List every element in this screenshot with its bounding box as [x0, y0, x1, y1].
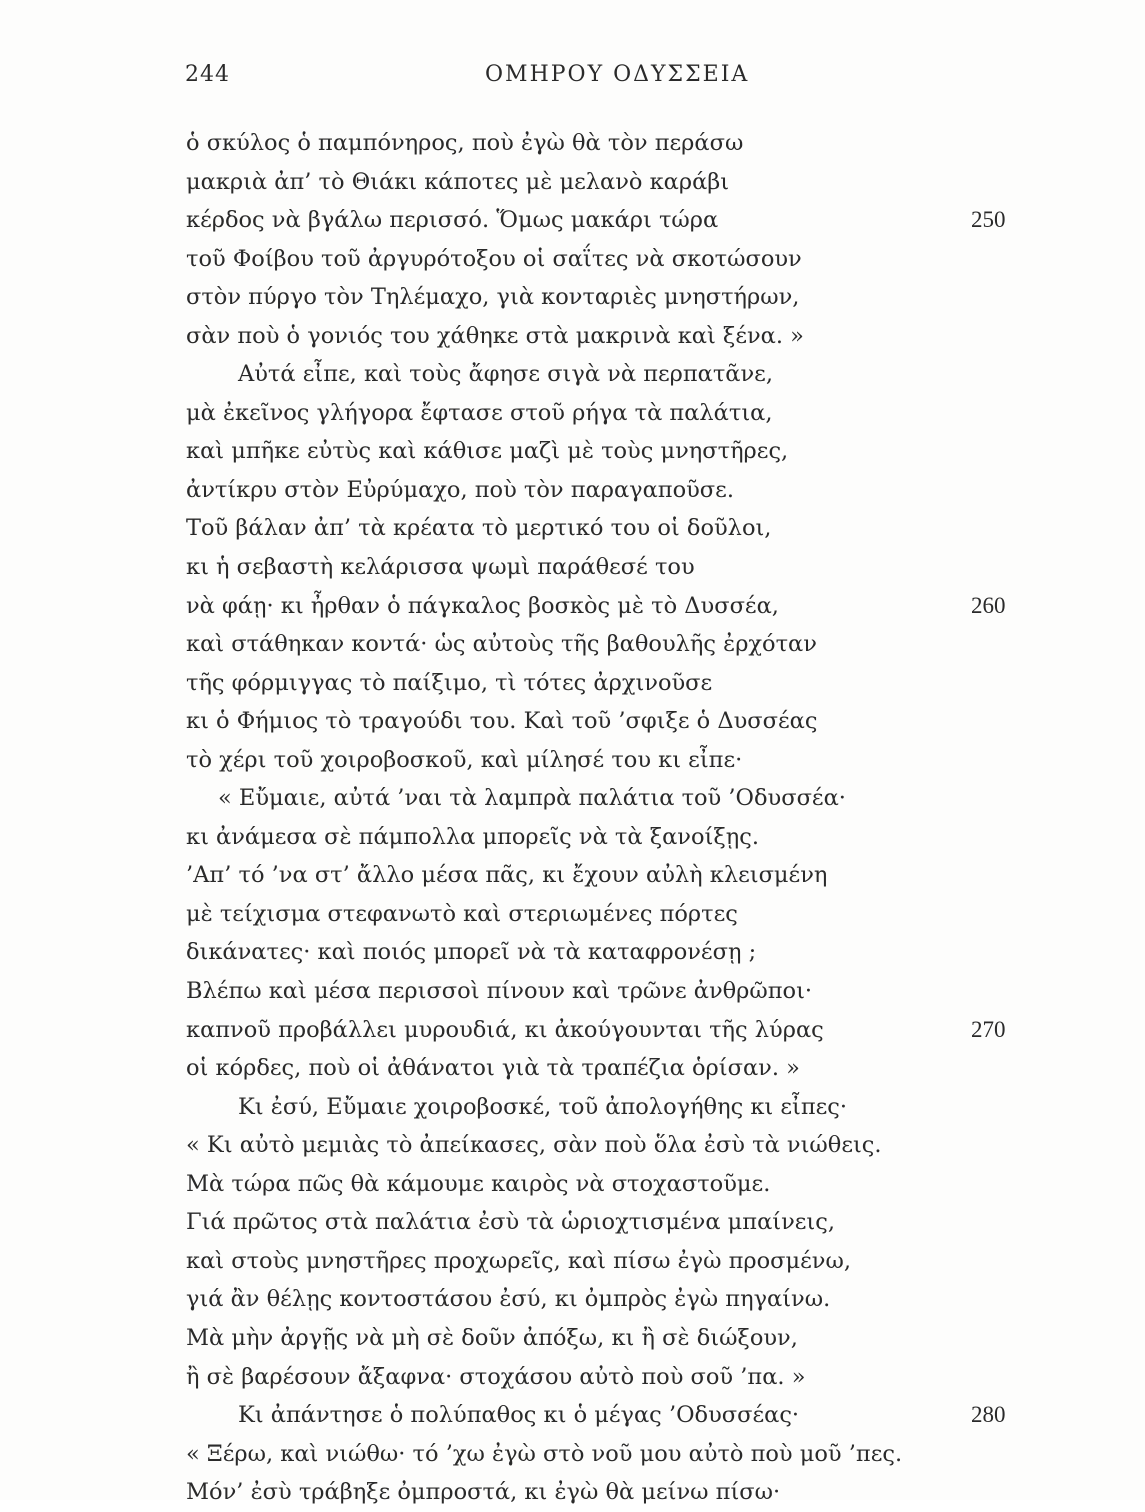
verse-line — [186, 779, 946, 818]
verse-line — [186, 1396, 1006, 1435]
verse-line — [186, 1126, 946, 1165]
verse-text: καὶ μπῆκε εὐτὺς καὶ κάθισε μαζὶ μὲ τοὺς μνηστῆρες, — [186, 438, 789, 465]
verse-line — [186, 587, 1006, 626]
page-number: 244 — [185, 62, 230, 87]
verse-line — [186, 1358, 946, 1397]
verse-line — [186, 625, 946, 664]
verse-line — [186, 1203, 946, 1242]
verse-line — [186, 394, 946, 433]
page-header — [185, 62, 840, 102]
verse-text: τῆς φόρμιγγας τὸ παίξιμο, τὶ τότες ἀρχινοῦσε — [186, 669, 713, 696]
verse-text: ὁ σκύλος ὁ παμπόνηρος, ποὺ ἐγὼ θὰ τὸν περάσω — [186, 130, 744, 156]
verse-line — [186, 1435, 946, 1474]
verse-text: νὰ φάῃ· κι ἦρθαν ὁ πάγκαλος βοσκὸς μὲ τὸ Δυσσέα, — [186, 592, 779, 619]
verse-text: κέρδος νὰ βγάλω περισσό. Ὅμως μακάρι τώρα — [186, 207, 719, 234]
verse-text: Τοῦ βάλαν ἀπ’ τὰ κρέατα τὸ μερτικό του οἱ δοῦλοι, — [186, 515, 772, 542]
verse-text: μὰ ἐκεῖνος γλήγορα ἔφτασε στοῦ ρήγα τὰ παλάτια, — [186, 399, 773, 426]
verse-line — [186, 278, 946, 317]
verse-text: κι ἀνάμεσα σὲ πάμπολλα μπορεῖς νὰ τὰ ξανοίξῃς. — [186, 823, 759, 850]
verse-text: « Ξέρω, καὶ νιώθω· τό ’χω ἐγὼ στὸ νοῦ μου αὐτὸ ποὺ μοῦ ’πες. — [186, 1440, 903, 1467]
verse-line — [186, 972, 946, 1011]
verse-line — [186, 548, 946, 587]
verse-line — [186, 1011, 1006, 1050]
verse-line — [186, 240, 946, 279]
verse-text: μακριὰ ἀπ’ τὸ Θιάκι κάποτες μὲ μελανὸ καράβι — [186, 168, 730, 195]
verse-text: ’Απ’ τό ’να στ’ ἄλλο μέσα πᾶς, κι ἔχουν αὐλὴ κλεισμένη — [186, 862, 828, 889]
verse-text: Βλέπω καὶ μέσα περισσοὶ πίνουν καὶ τρῶνε ἀνθρῶποι· — [186, 978, 813, 1005]
verse-line — [186, 1280, 946, 1319]
verse-text: Αὐτά εἶπε, καὶ τοὺς ἄφησε σιγὰ νὰ περπατᾶνε, — [238, 361, 773, 388]
verse-text: τὸ χέρι τοῦ χοιροβοσκοῦ, καὶ μίλησέ του κι εἶπε· — [186, 746, 743, 773]
verse-line — [186, 702, 946, 741]
verse-block — [186, 124, 1006, 1512]
verse-text: δικάνατες· καὶ ποιός μπορεῖ νὰ τὰ καταφρονέσῃ ; — [186, 939, 757, 966]
line-number: 280 — [971, 1402, 1006, 1428]
verse-text: Μὰ τώρα πῶς θὰ κάμουμε καιρὸς νὰ στοχαστοῦμε. — [186, 1170, 771, 1197]
verse-line — [186, 163, 946, 202]
verse-text: κι ἡ σεβαστὴ κελάρισσα ψωμὶ παράθεσέ του — [186, 554, 695, 581]
verse-text: σὰν ποὺ ὁ γονιός του χάθηκε στὰ μακρινὰ καὶ ξένα. » — [186, 322, 804, 349]
line-number: 270 — [971, 1016, 1006, 1042]
verse-line — [186, 1473, 946, 1512]
verse-text: καὶ στοὺς μνηστῆρες προχωρεῖς, καὶ πίσω ἐγὼ προσμένω, — [186, 1247, 851, 1274]
verse-line — [186, 432, 946, 471]
verse-line — [186, 509, 946, 548]
verse-text: Μόν’ ἐσὺ τράβηξε ὀμπροστά, κι ἐγὼ θὰ μείνω πίσω· — [186, 1479, 781, 1506]
verse-line — [186, 933, 946, 972]
verse-text: Κι ἐσύ, Εὔμαιε χοιροβοσκέ, τοῦ ἀπολογήθης κι εἶπες· — [238, 1093, 848, 1120]
verse-line — [186, 664, 946, 703]
verse-line — [186, 355, 946, 394]
verse-text: Κι ἀπάντησε ὁ πολύπαθος κι ὁ μέγας ’Οδυσσέας· — [238, 1402, 800, 1429]
verse-text: τοῦ Φοίβου τοῦ ἀργυρότοξου οἱ σαΐτες νὰ σκοτώσουν — [186, 245, 802, 272]
verse-text: « Κι αὐτὸ μεμιὰς τὸ ἀπείκασες, σὰν ποὺ ὅλα ἐσὺ τὰ νιώθεις. — [186, 1132, 882, 1159]
verse-line — [186, 317, 946, 356]
verse-text: ἢ σὲ βαρέσουν ἄξαφνα· στοχάσου αὐτὸ ποὺ σοῦ ’πα. » — [186, 1363, 806, 1390]
verse-line — [186, 124, 946, 163]
verse-text: « Εὔμαιε, αὐτά ’ναι τὰ λαμπρὰ παλάτια τοῦ ’Οδυσσέα· — [218, 785, 846, 812]
verse-text: μὲ τείχισμα στεφανωτὸ καὶ στεριωμένες πόρτες — [186, 900, 738, 927]
running-title: ΟΜΗΡΟΥ ΟΔΥΣΣΕΙΑ — [485, 62, 750, 87]
verse-line — [186, 856, 946, 895]
verse-line — [186, 1088, 946, 1127]
verse-line — [186, 741, 946, 780]
verse-line — [186, 1319, 946, 1358]
verse-line — [186, 471, 946, 510]
verse-line — [186, 201, 1006, 240]
line-number: 260 — [971, 592, 1006, 618]
verse-line — [186, 1049, 946, 1088]
verse-text: κι ὁ Φήμιος τὸ τραγούδι του. Καὶ τοῦ ’σφιξε ὁ Δυσσέας — [186, 708, 818, 735]
verse-line — [186, 818, 946, 857]
verse-text: γιά ἂν θέλῃς κοντοστάσου ἐσύ, κι ὀμπρὸς ἐγὼ πηγαίνω. — [186, 1286, 831, 1313]
verse-text: στὸν πύργο τὸν Τηλέμαχο, γιὰ κονταριὲς μνηστήρων, — [186, 284, 800, 311]
verse-line — [186, 1242, 946, 1281]
verse-line — [186, 1165, 946, 1204]
verse-text: ἀντίκρυ στὸν Εὐρύμαχο, ποὺ τὸν παραγαποῦσε. — [186, 476, 734, 503]
verse-text: καὶ στάθηκαν κοντά· ὡς αὐτοὺς τῆς βαθουλῆς ἐρχόταν — [186, 631, 817, 658]
verse-text: οἱ κόρδες, ποὺ οἱ ἀθάνατοι γιὰ τὰ τραπέζια ὁρίσαν. » — [186, 1055, 800, 1082]
verse-line — [186, 895, 946, 934]
line-number: 250 — [971, 207, 1006, 233]
verse-text: Γιά πρῶτος στὰ παλάτια ἐσὺ τὰ ὡριοχτισμένα μπαίνεις, — [186, 1209, 835, 1236]
verse-text: Μὰ μὴν ἀργῇς νὰ μὴ σὲ δοῦν ἀπόξω, κι ἢ σὲ διώξουν, — [186, 1324, 798, 1351]
verse-text: καπνοῦ προβάλλει μυρουδιά, κι ἀκούγουνται τῆς λύρας — [186, 1016, 824, 1043]
